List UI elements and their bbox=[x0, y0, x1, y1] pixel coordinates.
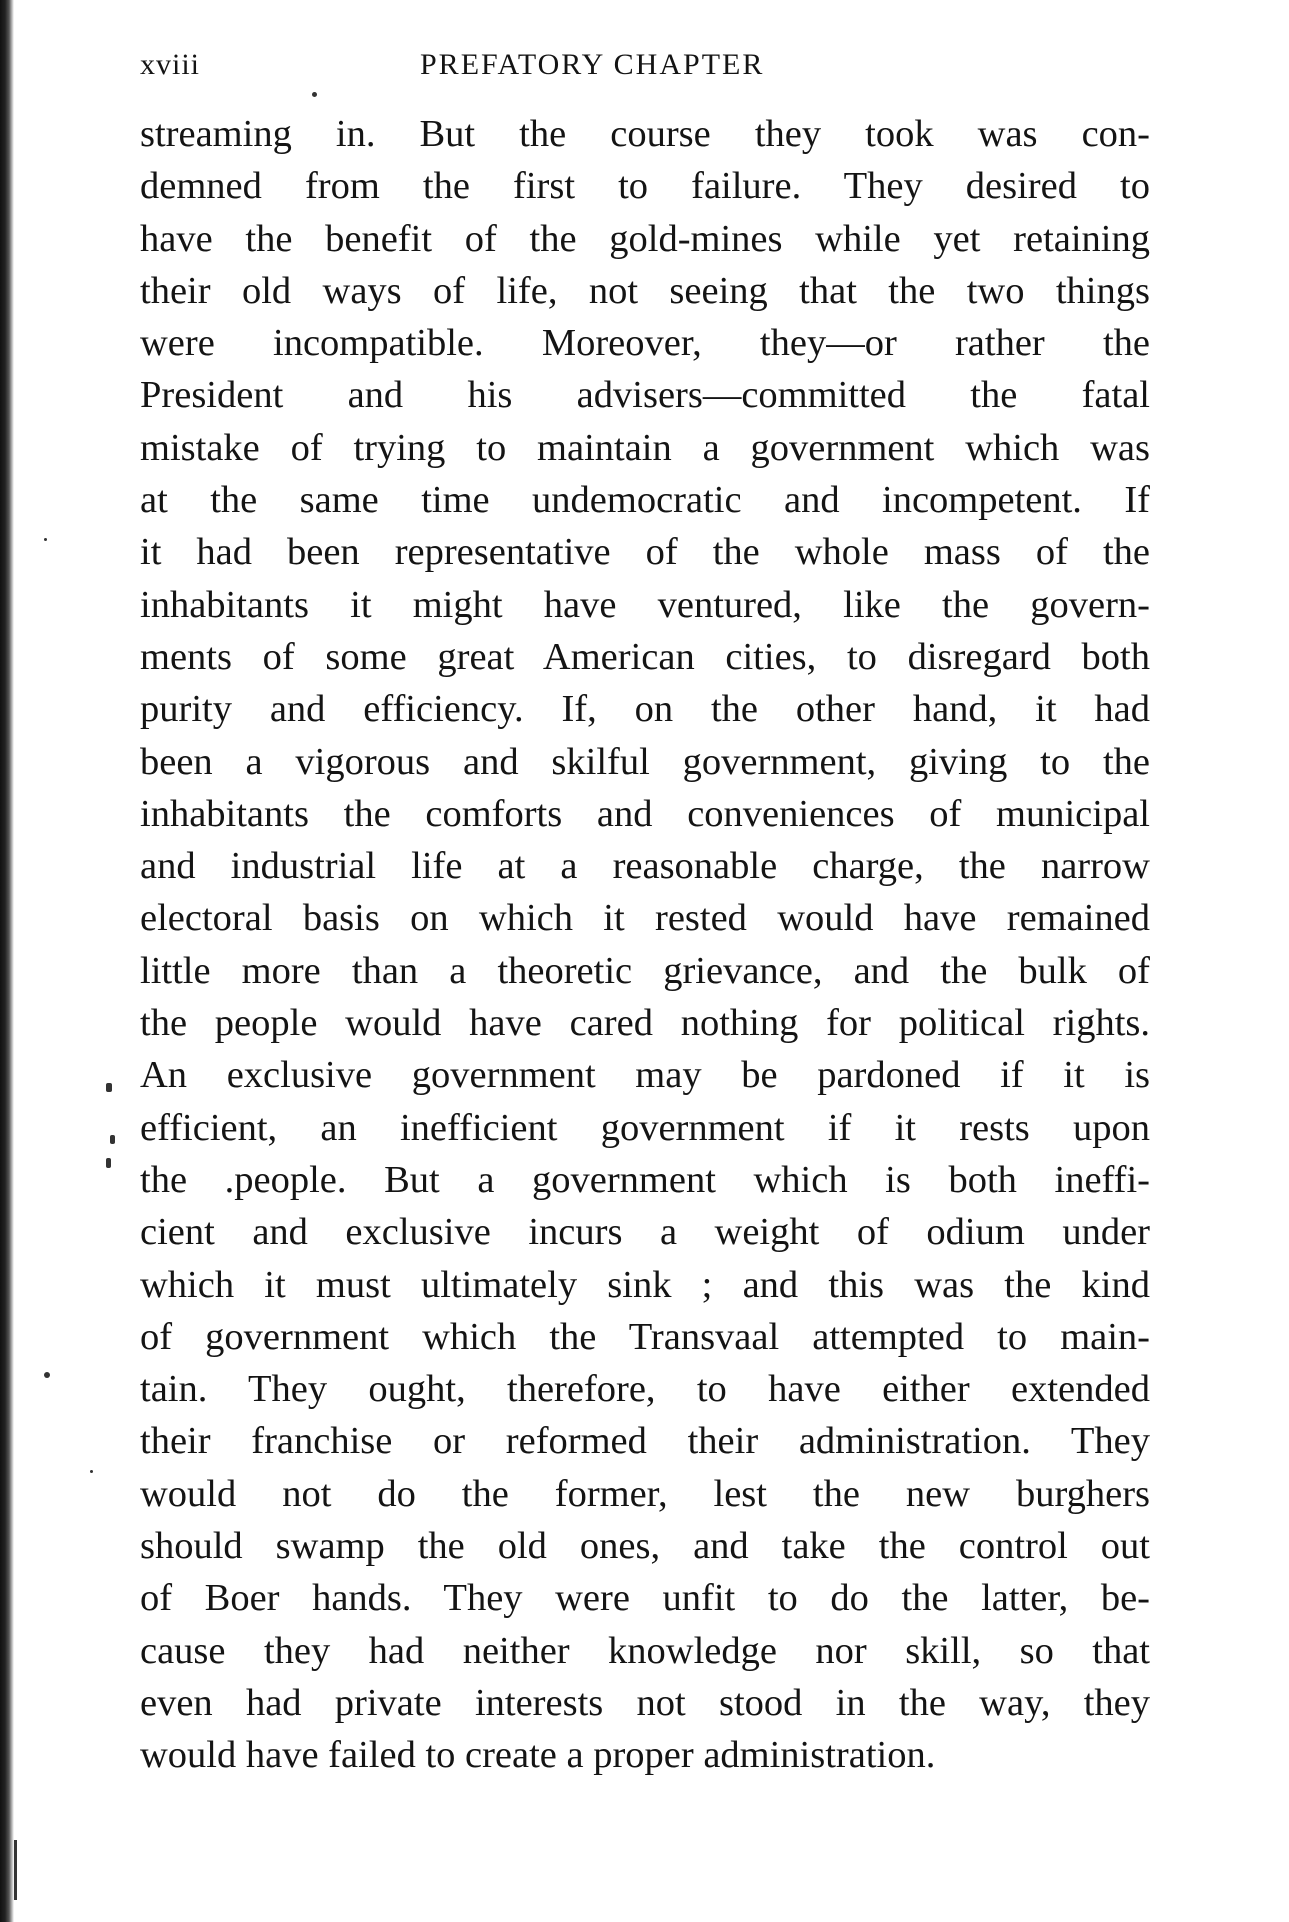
text-line: their old ways of life, not seeing that the two things bbox=[140, 269, 1150, 312]
margin-fleck bbox=[44, 538, 47, 541]
text-line: inhabitants it might have ventured, like the govern- bbox=[140, 583, 1150, 626]
text-line: President and his advisers—committed the fatal bbox=[140, 374, 1150, 417]
page-number: xviii bbox=[140, 48, 201, 81]
text-line: tain. They ought, therefore, to have either extended bbox=[140, 1368, 1150, 1411]
text-line: purity and efficiency. If, on the other hand, it had bbox=[140, 688, 1150, 731]
text-line: have the benefit of the gold-mines while yet retaining bbox=[140, 217, 1150, 260]
text-line: efficient, an inefficient government if it rests upon bbox=[140, 1106, 1150, 1149]
ink-dot bbox=[312, 92, 317, 97]
text-line: and industrial life at a reasonable charge, the narrow bbox=[140, 845, 1150, 888]
text-line: it had been representative of the whole mass of the bbox=[140, 531, 1150, 574]
body-text bbox=[140, 108, 1150, 1782]
text-line: ments of some great American cities, to disregard both bbox=[140, 635, 1150, 678]
binding-shadow bbox=[0, 0, 14, 1922]
text-line: been a vigorous and skilful government, giving to the bbox=[140, 740, 1150, 783]
text-line: An exclusive government may be pardoned if it is bbox=[140, 1054, 1150, 1097]
binding-speck bbox=[14, 1840, 17, 1900]
running-head bbox=[140, 48, 1140, 88]
margin-fleck bbox=[110, 1135, 115, 1144]
text-line: cient and exclusive incurs a weight of odium under bbox=[140, 1211, 1150, 1254]
text-line: even had private interests not stood in the way, they bbox=[140, 1681, 1150, 1724]
text-line: of Boer hands. They were unfit to do the latter, be- bbox=[140, 1577, 1150, 1620]
text-line: would not do the former, lest the new burghers bbox=[140, 1472, 1150, 1515]
text-line: cause they had neither knowledge nor skill, so that bbox=[140, 1629, 1150, 1672]
text-line: which it must ultimately sink ; and this was the kind bbox=[140, 1263, 1150, 1306]
text-line: inhabitants the comforts and conveniences of municipal bbox=[140, 792, 1150, 835]
text-line: of government which the Transvaal attempted to main- bbox=[140, 1315, 1150, 1358]
margin-fleck bbox=[90, 1470, 93, 1473]
text-line: would have failed to create a proper administration. bbox=[140, 1734, 936, 1777]
text-line: should swamp the old ones, and take the control out bbox=[140, 1525, 1150, 1568]
text-line: the .people. But a government which is both ineffi- bbox=[140, 1158, 1150, 1201]
text-line: the people would have cared nothing for political rights. bbox=[140, 1002, 1150, 1045]
text-line: mistake of trying to maintain a government which was bbox=[140, 426, 1150, 469]
text-line: demned from the first to failure. They desired to bbox=[140, 165, 1150, 208]
margin-fleck bbox=[44, 1372, 50, 1378]
margin-fleck bbox=[106, 1158, 111, 1168]
text-line: electoral basis on which it rested would have remained bbox=[140, 897, 1150, 940]
text-line: little more than a theoretic grievance, and the bulk of bbox=[140, 949, 1150, 992]
text-line: their franchise or reformed their administration. They bbox=[140, 1420, 1150, 1463]
text-line: streaming in. But the course they took was con- bbox=[140, 113, 1150, 155]
margin-fleck bbox=[106, 1083, 112, 1092]
chapter-title: PREFATORY CHAPTER bbox=[420, 48, 765, 81]
text-line: at the same time undemocratic and incompetent. If bbox=[140, 479, 1150, 522]
text-line: were incompatible. Moreover, they—or rather the bbox=[140, 322, 1150, 365]
